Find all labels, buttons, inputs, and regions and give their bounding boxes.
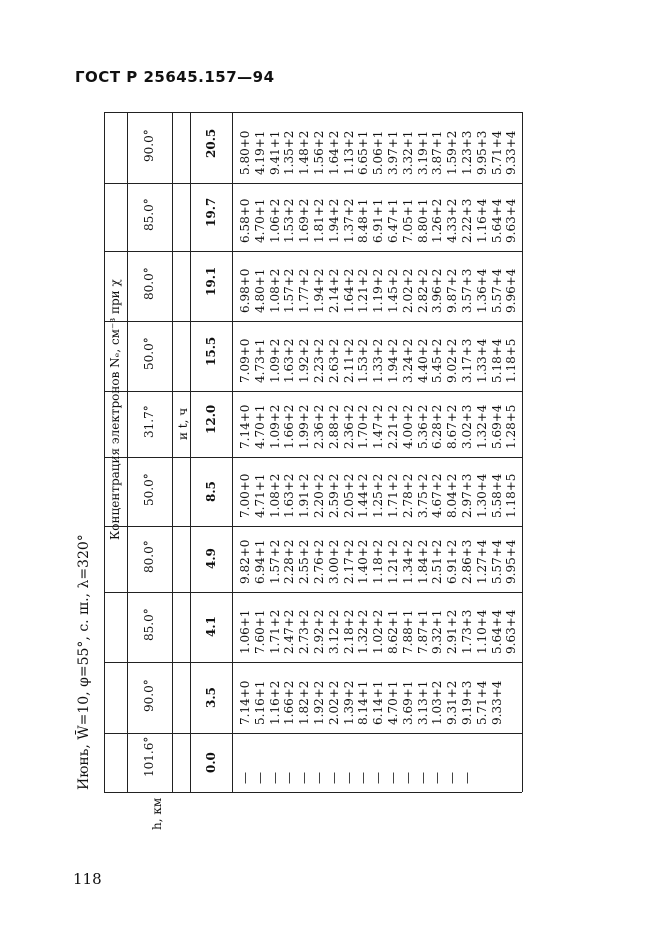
- cell: 1.63+2: [282, 473, 297, 518]
- cell: 7.05+1: [400, 198, 415, 243]
- cell: 3.24+2: [400, 338, 415, 383]
- cell: 4.67+2: [430, 473, 445, 518]
- cell: 1.57+2: [267, 539, 282, 584]
- cell: 7.09+0: [238, 338, 252, 383]
- cell: 6.28+2: [430, 404, 445, 449]
- cell: 3.69+1: [400, 680, 415, 725]
- cell: 2.18+2: [341, 609, 356, 654]
- cell: 3.32+1: [400, 130, 415, 175]
- cell: 5.64+4: [489, 609, 504, 654]
- cell: 3.75+2: [415, 473, 430, 518]
- t-value-3: 4.9: [204, 548, 218, 569]
- cell: 1.18+5: [504, 473, 519, 518]
- cell: 1.27+4: [474, 539, 489, 584]
- cell: 1.10+4: [474, 609, 489, 654]
- cell: —: [430, 772, 445, 784]
- cell: 1.70+2: [356, 404, 371, 449]
- cell: 8.67+2: [445, 404, 460, 449]
- cell: 2.78+2: [400, 473, 415, 518]
- cell: 1.23+3: [460, 130, 474, 175]
- cell: 1.21+2: [356, 268, 371, 313]
- cell: 6.91+2: [445, 539, 460, 584]
- cell: 1.59+2: [445, 130, 460, 175]
- cell: 6.91+1: [371, 198, 386, 243]
- cell: 1.16+4: [474, 198, 489, 243]
- cell: 1.30+4: [474, 473, 489, 518]
- cell: 1.08+2: [267, 473, 282, 518]
- cell: 5.57+4: [489, 268, 504, 313]
- chi-value-9: 90.0°: [142, 128, 156, 162]
- cell: 2.21+2: [386, 404, 400, 449]
- cell: 1.32+2: [356, 609, 371, 654]
- cell: —: [267, 772, 282, 784]
- time-group-header: и t, ч: [176, 407, 190, 440]
- cell: 1.19+2: [371, 268, 386, 313]
- document-header: ГОСТ Р 25645.157—94: [75, 68, 275, 86]
- cell: 1.71+2: [267, 609, 282, 654]
- cell: 9.31+2: [445, 680, 460, 725]
- cell: 9.82+0: [238, 539, 252, 584]
- chi-value-1: 90.0°: [142, 678, 156, 712]
- cell: 1.47+2: [371, 404, 386, 449]
- cell: 1.81+2: [312, 198, 326, 243]
- cell: 5.64+4: [489, 198, 504, 243]
- cell: 2.47+2: [282, 609, 297, 654]
- cell: 1.02+2: [371, 609, 386, 654]
- cell: 3.57+3: [460, 268, 474, 313]
- cell: 6.65+1: [356, 130, 371, 175]
- cell: 1.32+4: [474, 404, 489, 449]
- cell: 1.33+2: [371, 338, 386, 383]
- cell: 1.28+5: [504, 404, 519, 449]
- cell: 3.19+1: [415, 130, 430, 175]
- cell: 1.56+2: [312, 130, 326, 175]
- cell: —: [252, 772, 267, 784]
- cell: 1.06+1: [238, 609, 252, 654]
- cell: 2.97+3: [460, 473, 474, 518]
- cell: 1.53+2: [356, 338, 371, 383]
- cell: 2.92+2: [312, 609, 326, 654]
- cell: 3.00+2: [326, 539, 341, 584]
- cell: 3.13+1: [415, 680, 430, 725]
- cell: 1.26+2: [430, 198, 445, 243]
- cell: —: [415, 772, 430, 784]
- cell: 5.58+4: [489, 473, 504, 518]
- cell: 1.99+2: [297, 404, 312, 449]
- cell: 8.14+1: [356, 680, 371, 725]
- cell: 4.33+2: [445, 198, 460, 243]
- cell: 1.36+4: [474, 268, 489, 313]
- cell: 7.60+1: [252, 609, 267, 654]
- cell: 2.36+2: [312, 404, 326, 449]
- cell: 1.94+2: [326, 198, 341, 243]
- cell: 8.04+2: [445, 473, 460, 518]
- cell: 4.70+1: [386, 680, 400, 725]
- cell: 5.06+1: [371, 130, 386, 175]
- cell: 9.63+4: [504, 198, 519, 243]
- chi-value-3: 80.0°: [142, 540, 156, 573]
- chi-value-6: 50.0°: [142, 337, 156, 370]
- cell: 2.14+2: [326, 268, 341, 313]
- cell: 1.18+5: [504, 338, 519, 383]
- cell: 2.28+2: [282, 539, 297, 584]
- cell: 2.17+2: [341, 539, 356, 584]
- cell: 1.16+2: [267, 680, 282, 725]
- cell: 7.87+1: [415, 609, 430, 654]
- cell: 1.92+2: [312, 680, 326, 725]
- t-value-5: 12.0: [204, 404, 218, 434]
- cell: 5.71+4: [489, 130, 504, 175]
- cell: 1.69+2: [297, 198, 312, 243]
- cell: 1.34+2: [400, 539, 415, 584]
- cell: 1.64+2: [326, 130, 341, 175]
- cell: 9.95+3: [474, 130, 489, 175]
- height-column-header: h, км: [150, 797, 164, 830]
- cell: 5.18+4: [489, 338, 504, 383]
- cell: 1.09+2: [267, 338, 282, 383]
- cell: —: [282, 772, 297, 784]
- cell: 2.73+2: [297, 609, 312, 654]
- t-value-6: 15.5: [204, 336, 218, 366]
- cell: 4.70+1: [252, 404, 267, 449]
- t-value-1: 3.5: [204, 686, 218, 708]
- cell: 1.48+2: [297, 130, 312, 175]
- cell: 1.08+2: [267, 268, 282, 313]
- cell: —: [312, 772, 326, 784]
- cell: 3.17+3: [460, 338, 474, 383]
- cell: 7.14+0: [238, 680, 252, 725]
- cell: 1.21+2: [386, 539, 400, 584]
- t-value-0: 0.0: [204, 751, 218, 773]
- cell: 4.70+1: [252, 198, 267, 243]
- cell: 9.87+2: [445, 268, 460, 313]
- cell: 3.96+2: [430, 268, 445, 313]
- t-value-2: 4.1: [204, 616, 218, 637]
- cell: 9.96+4: [504, 268, 519, 313]
- cell: 2.91+2: [445, 609, 460, 654]
- cell: 5.80+0: [238, 130, 252, 175]
- t-value-4: 8.5: [204, 480, 218, 502]
- cell: —: [297, 772, 312, 784]
- cell: 2.86+3: [460, 539, 474, 584]
- cell: 1.33+4: [474, 338, 489, 383]
- cell: 1.40+2: [356, 539, 371, 584]
- table-caption: Июнь, W̄=10, φ=55°, с. ш., λ=320°: [76, 534, 92, 790]
- cell: 2.02+2: [400, 268, 415, 313]
- chi-value-7: 80.0°: [142, 267, 156, 300]
- cell: 1.64+2: [341, 268, 356, 313]
- cell: 1.09+2: [267, 404, 282, 449]
- cell: 5.16+1: [252, 680, 267, 725]
- cell: 3.12+2: [326, 609, 341, 654]
- chi-value-8: 85.0°: [142, 198, 156, 231]
- cell: —: [445, 772, 460, 784]
- cell: 1.03+2: [430, 680, 445, 725]
- cell: 1.77+2: [297, 268, 312, 313]
- cell: 4.19+1: [252, 130, 267, 175]
- cell: 9.95+4: [504, 539, 519, 584]
- cell: 8.62+1: [386, 609, 400, 654]
- cell: 6.98+0: [238, 268, 252, 313]
- cell: 1.53+2: [282, 198, 297, 243]
- cell: 2.22+3: [460, 198, 474, 243]
- cell: 1.91+2: [297, 473, 312, 518]
- cell: 1.66+2: [282, 680, 297, 725]
- cell: 6.47+1: [386, 198, 400, 243]
- cell: 5.36+2: [415, 404, 430, 449]
- chi-group-header: Концентрация электронов Nₑ, см⁻³ при χ: [108, 279, 122, 540]
- cell: 2.63+2: [326, 338, 341, 383]
- cell: 2.51+2: [430, 539, 445, 584]
- chi-value-5: 31.7°: [142, 405, 156, 438]
- cell: 9.33+4: [504, 130, 519, 175]
- cell: 2.36+2: [341, 404, 356, 449]
- cell: 2.05+2: [341, 473, 356, 518]
- cell: 1.92+2: [297, 338, 312, 383]
- cell: —: [371, 772, 386, 784]
- cell: 1.66+2: [282, 404, 297, 449]
- cell: —: [356, 772, 371, 784]
- cell: 5.69+4: [489, 404, 504, 449]
- cell: 2.20+2: [312, 473, 326, 518]
- cell: 4.71+1: [252, 473, 267, 518]
- cell: 2.23+2: [312, 338, 326, 383]
- cell: 4.40+2: [415, 338, 430, 383]
- t-value-9: 20.5: [204, 128, 218, 158]
- cell: 1.35+2: [282, 130, 297, 175]
- cell: 1.57+2: [282, 268, 297, 313]
- cell: 3.87+1: [430, 130, 445, 175]
- cell: 2.82+2: [415, 268, 430, 313]
- cell: 1.25+2: [371, 473, 386, 518]
- cell: 3.02+3: [460, 404, 474, 449]
- cell: 1.45+2: [386, 268, 400, 313]
- cell: 4.73+1: [252, 338, 267, 383]
- cell: 2.02+2: [326, 680, 341, 725]
- cell: 1.06+2: [267, 198, 282, 243]
- cell: 2.76+2: [312, 539, 326, 584]
- cell: 9.41+1: [267, 130, 282, 175]
- cell: 1.94+2: [386, 338, 400, 383]
- cell: 6.14+1: [371, 680, 386, 725]
- cell: 1.39+2: [341, 680, 356, 725]
- cell: 7.88+1: [400, 609, 415, 654]
- cell: 4.00+2: [400, 404, 415, 449]
- cell: 2.55+2: [297, 539, 312, 584]
- cell: 9.02+2: [445, 338, 460, 383]
- cell: 1.84+2: [415, 539, 430, 584]
- cell: 5.57+4: [489, 539, 504, 584]
- chi-value-0: 101.6°: [142, 736, 156, 777]
- cell: 5.45+2: [430, 338, 445, 383]
- chi-value-4: 50.0°: [142, 472, 156, 506]
- cell: 2.11+2: [341, 338, 356, 383]
- t-value-7: 19.1: [204, 266, 218, 296]
- cell: 9.32+1: [430, 609, 445, 654]
- cell: 6.94+1: [252, 539, 267, 584]
- cell: 9.19+3: [460, 680, 474, 725]
- cell: 1.18+2: [371, 539, 386, 584]
- chi-value-2: 85.0°: [142, 608, 156, 641]
- cell: 3.97+1: [386, 130, 400, 175]
- cell: 1.63+2: [282, 338, 297, 383]
- cell: —: [460, 772, 474, 784]
- cell: 7.14+0: [238, 404, 252, 449]
- cell: —: [341, 772, 356, 784]
- cell: 1.73+3: [460, 609, 474, 654]
- cell: 9.63+4: [504, 609, 519, 654]
- page-number: 118: [73, 870, 102, 888]
- cell: 1.13+2: [341, 130, 356, 175]
- cell: 2.59+2: [326, 473, 341, 518]
- cell: —: [386, 772, 400, 784]
- cell: 7.00+0: [238, 473, 252, 518]
- cell: 8.80+1: [415, 198, 430, 243]
- cell: —: [238, 772, 252, 784]
- cell: 8.48+1: [356, 198, 371, 243]
- cell: 6.58+0: [238, 198, 252, 243]
- cell: 4.80+1: [252, 268, 267, 313]
- cell: 1.82+2: [297, 680, 312, 725]
- cell: 5.71+4: [474, 680, 489, 725]
- cell: 2.88+2: [326, 404, 341, 449]
- cell: 1.71+2: [386, 473, 400, 518]
- cell: 9.33+4: [489, 680, 504, 725]
- cell: 1.44+2: [356, 473, 371, 518]
- cell: 1.37+2: [341, 198, 356, 243]
- cell: 1.94+2: [312, 268, 326, 313]
- cell: —: [326, 772, 341, 784]
- cell: —: [400, 772, 415, 784]
- t-value-8: 19.7: [204, 197, 218, 227]
